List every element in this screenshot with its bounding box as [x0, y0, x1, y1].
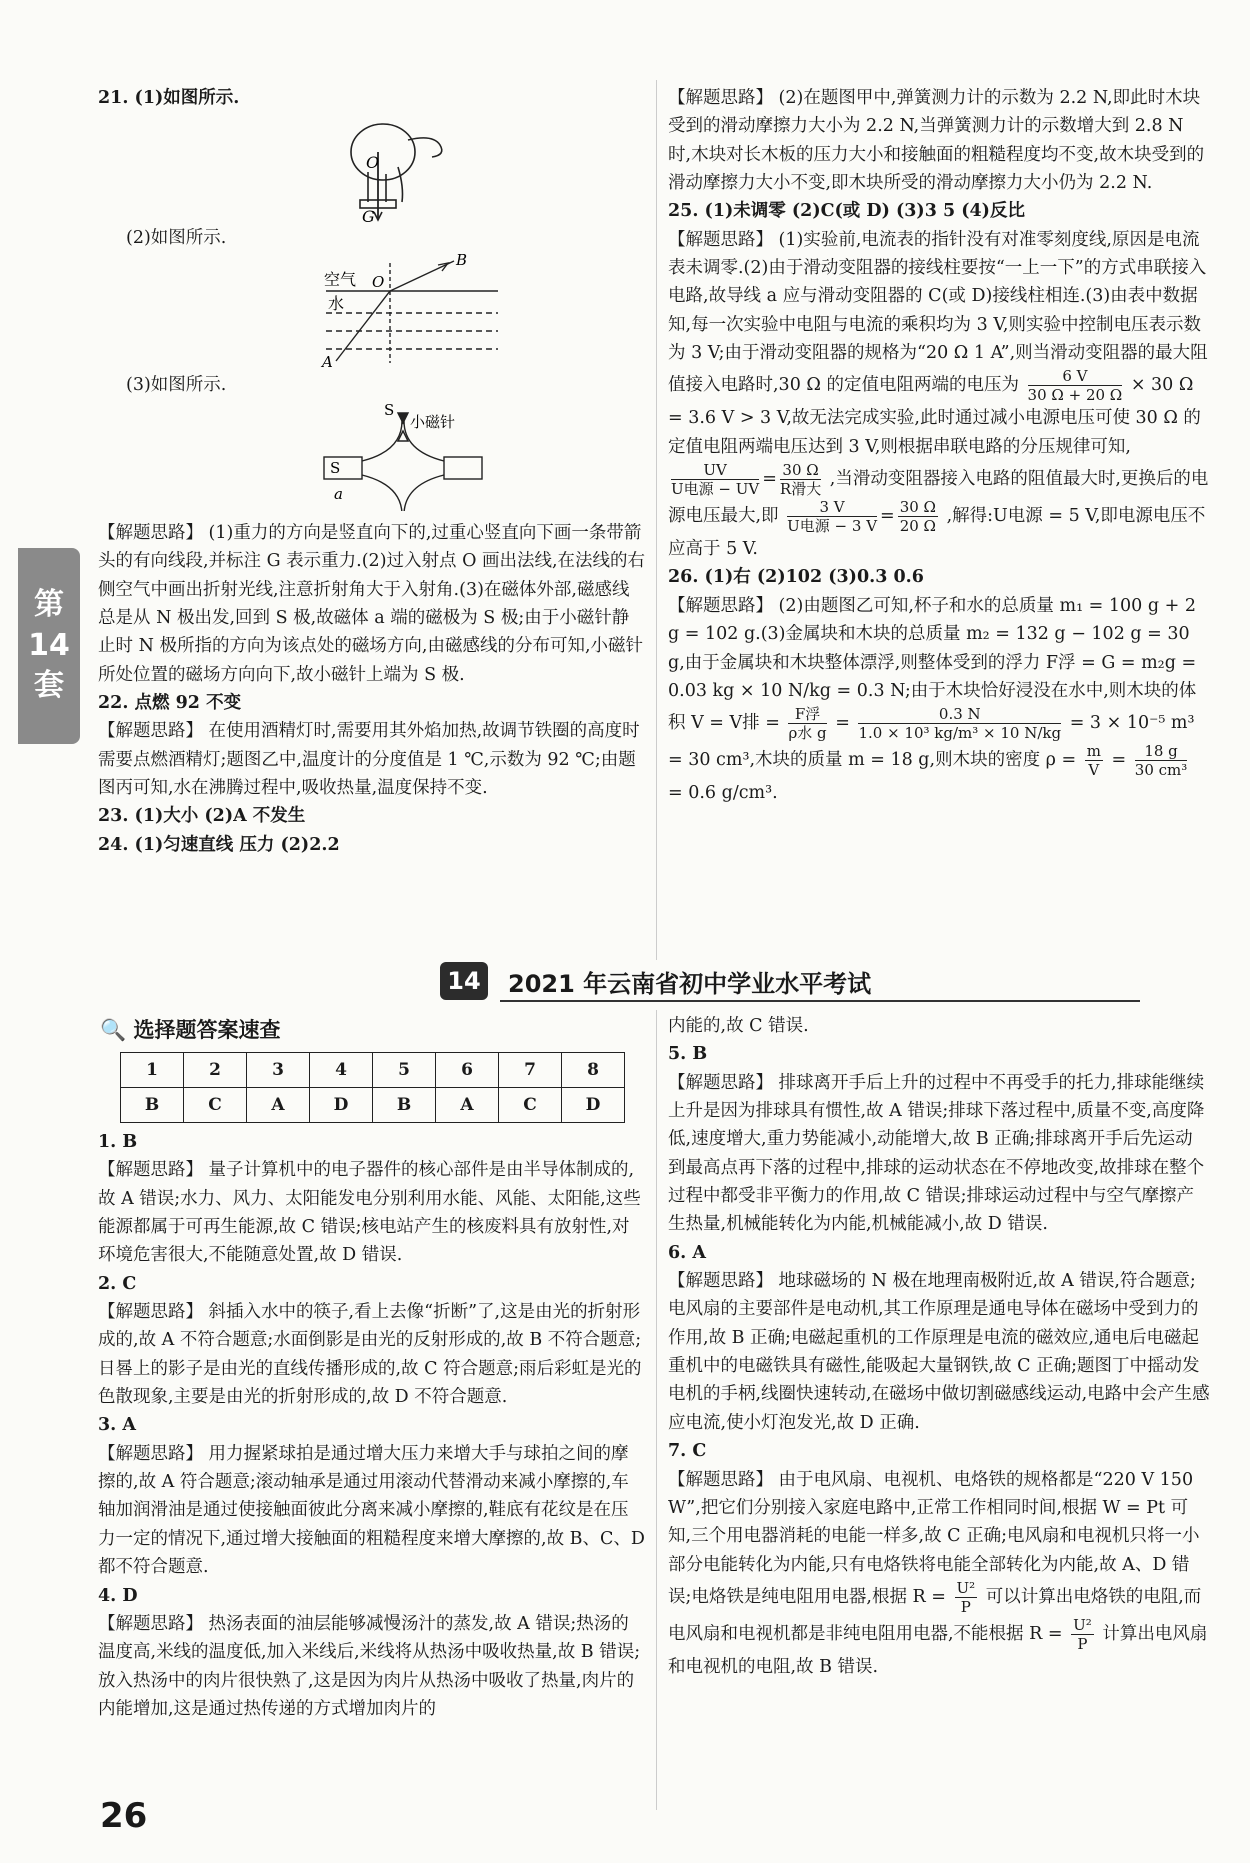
right-column-bottom: [668, 1012, 1210, 1681]
q25-frac3: [780, 461, 821, 498]
fig2-water-label: 水: [328, 293, 345, 313]
q25-answer: 25. (1)未调零 (2)C(或 D) (3)3 5 (4)反比: [668, 201, 1025, 222]
q3-think: 【解题思路】 用力握紧球拍是通过增大压力来增大手与球拍之间的摩擦的,故 A 符合题意;滚动轴承是通过用滚动代替滑动来减小摩擦的,车轴加润滑油是通过使接触面彼此分离来减小摩擦的,鞋底有花纹是在压力一定的情况下,通过增大接触面的粗糙程度来增大摩擦的,故 B、C、D 都不符合题意.: [98, 1443, 645, 1578]
q2-answer: 2. C: [98, 1273, 137, 1294]
answer-val-7: C: [499, 1088, 562, 1123]
fig2-b-label: B: [456, 252, 468, 269]
q25-frac5-den: 20 Ω: [899, 517, 936, 536]
q25-frac1-den: 30 Ω + 20 Ω: [1027, 386, 1123, 405]
quick-check-title: [100, 1014, 280, 1044]
answer-num-2: 2: [184, 1053, 247, 1088]
q25-frac2-den: U电源 − UV: [671, 480, 760, 499]
q7-frac1-num: U²: [956, 1578, 976, 1597]
banner-title: 2021 年云南省初中学业水平考试: [508, 970, 872, 998]
q26-frac3: [1085, 742, 1103, 779]
q25-frac1: [1028, 367, 1123, 404]
q25-frac5-num: 30 Ω: [899, 498, 936, 517]
q26-think-c: = 0.6 g/cm³.: [668, 783, 778, 804]
q25-frac4: [787, 498, 877, 535]
answer-table-answers-row: [121, 1088, 625, 1123]
answer-num-8: 8: [562, 1053, 625, 1088]
q25-frac2-num: UV: [671, 461, 759, 480]
quick-check-label: 选择题答案速查: [133, 1018, 281, 1042]
q21-part1: 21. (1)如图所示.: [98, 88, 240, 108]
q21-think: 【解题思路】 (1)重力的方向是竖直向下的,过重心竖直向下画一条带箭头的有向线段,并标注 G 表示重力.(2)过入射点 O 画出法线,在法线的右侧空气中画出折射光线,注意折射角大于入射角.(3)在磁体外部,磁感线总是从 N 极出发,回到 S 极,故磁体 a 端的磁极为 S 极;由于小磁针静止时 N 极所指的方向为该点处的磁场方向,由磁感线的分布可知,小磁针所处位置的磁场方向向下,故小磁针上端为 S 极.: [98, 523, 646, 685]
q25-frac3-den: R滑大: [779, 480, 822, 499]
q26-think: [668, 592, 1210, 808]
left-column-bottom: [98, 1128, 646, 1723]
q4-answer: 4. D: [98, 1585, 138, 1606]
refraction-figure: [98, 253, 646, 371]
q26-frac2: [858, 705, 1061, 742]
q7-frac1: [955, 1579, 978, 1616]
q7-answer: 7. C: [668, 1441, 707, 1462]
answer-num-4: 4: [310, 1053, 373, 1088]
q24-think: 【解题思路】 (2)在题图甲中,弹簧测力计的示数为 2.2 N,即此时木块受到的滑动摩擦力大小为 2.2 N,当弹簧测力计的示数增大到 2.8 N 时,木块对长木板的压力大小和接触面的粗糙程度均不变,故木块受到的滑动摩擦力大小不变,即木块所受的滑动摩擦力大小仍为 2.2 N.: [668, 88, 1205, 194]
q7-think-c: 计算出电风扇和电视机的电阻,故 B 错误.: [668, 1623, 1208, 1677]
section-banner: [440, 962, 1200, 1004]
answer-table: [120, 1052, 625, 1123]
column-divider-top: [656, 80, 657, 960]
q7-think-b: 可以计算出电烙铁的电阻,而电风扇和电视机都是非纯电阻用电器,不能根据 R =: [668, 1586, 1202, 1644]
q26-frac1: [788, 705, 826, 742]
q25-think: 【解题思路】 (1)实验前,电流表的指针没有对准零刻度线,原因是电流表未调零.(2)由于滑动变阻器的接线柱要按“一上一下”的方式串联接入电路,故导线 a 应与滑动变阻器的 C(或 D)接线柱相连.(3)由表中数据知,每一次实验中电阻与电流的乘积均为 3 V,则实验中控制电压表示数为 3 V;由于滑动变阻器的规格为“20 Ω 1 A”,则当滑动变阻器的最大阻值接入电路时,30 Ω 的定值电阻两端的电压为 $\frac{6 V}{30 \Omega + 20 \Omega}$ × 30 Ω = 3.6 V > 3 V,故无法完成实验,此时通过减小电源电压可使 30 Ω 的定值电阻两端电压达到 3 V,则根据串联电路的分压规律可知, $\frac{UV}{\text{U电源 − UV}}$ = $\frac{30 \Omega}{\text{R滑大}}$ ,当滑动变阻器接入电路的阻值最大时,更换后的电源电压最大,即 $\frac{3 V}{\text{U电源 − 3 V}}$ = $\frac{30 \Omega}{20 \Omega}$ ,解得:U电源 = 5 V,即电源电压不应高于 5 V.: [668, 229, 1209, 560]
elephant-gravity-figure: [98, 112, 646, 224]
q26-think-a: 【解题思路】 (2)由题图乙可知,杯子和水的总质量 m₁ = 100 g + 2 g = 102 g.(3)金属块和木块的总质量 m₂ = 132 g − 102 g = 30 g,由于金属块和木块整体漂浮,则整体受到的浮力 F浮 = G = m₂g = 0.03 kg × 10 N/kg = 0.3 N;由于木块恰好浸没在水中,则木块的体积 V = V排 =: [668, 595, 1197, 734]
magnifier-icon: 🔍: [100, 1018, 127, 1042]
answer-num-5: 5: [373, 1053, 436, 1088]
right-column-top: [668, 84, 1210, 808]
q26-eq2: =: [1111, 750, 1127, 771]
answer-val-3: A: [247, 1088, 310, 1123]
q25-frac3-num: 30 Ω: [780, 461, 821, 480]
q26-frac2-den: 1.0 × 10³ kg/m³ × 10 N/kg: [858, 724, 1062, 743]
left-column-top: [98, 84, 646, 859]
banner-underline: [500, 1000, 1140, 1002]
q26-answer: 26. (1)右 (2)102 (3)0.3 0.6: [668, 567, 924, 588]
fig3-s-top-label: S: [384, 401, 395, 420]
q6-answer: 6. A: [668, 1242, 706, 1263]
q26-frac2-num: 0.3 N: [858, 705, 1061, 724]
q25-frac2: [671, 461, 759, 498]
q25-frac4-num: 3 V: [787, 498, 877, 517]
column-divider-bottom: [656, 1010, 657, 1810]
q26-frac3-den: V: [1088, 761, 1100, 780]
banner-number: 14: [440, 962, 488, 1000]
q2-think: 【解题思路】 斜插入水中的筷子,看上去像“折断”了,这是由光的折射形成的,故 A 不符合题意;水面倒影是由光的反射形成的,故 B 不符合题意;日晷上的影子是由光的直线传播形成的,故 C 符合题意;雨后彩虹是光的色散现象,主要是由光的折射形成的,故 D 不符合题意.: [98, 1302, 642, 1408]
side-tab-char-2: 14: [28, 627, 70, 663]
q7-frac2-den: P: [1077, 1634, 1088, 1653]
answer-val-4: D: [310, 1088, 373, 1123]
q25-think-b: × 30 Ω = 3.6 V > 3 V,故无法完成实验,此时通过减小电源电压可使 30 Ω 的定值电阻两端电压达到 3 V,则根据串联电路的分压规律可知,: [668, 375, 1201, 457]
q5-answer: 5. B: [668, 1044, 708, 1065]
q23-answer: 23. (1)大小 (2)A 不发生: [98, 806, 306, 827]
figure-refraction: [98, 253, 646, 371]
answer-num-1: 1: [121, 1053, 184, 1088]
q25-frac1-num: 6 V: [1028, 367, 1123, 386]
q5-think: 【解题思路】 排球离开手后上升的过程中不再受手的托力,排球能继续上升是因为排球具有惯性,故 A 错误;排球下落过程中,质量不变,高度降低,速度增大,重力势能减小,动能增大,故 B 正确;排球离开手后先运动到最高点再下落的过程中,排球的运动状态在不停地改变,故排球在整个过程中都受非平衡力的作用,故 C 错误;排球运动过程中与空气摩擦产生热量,机械能转化为内能,机械能减小,故 D 错误.: [668, 1072, 1205, 1235]
q7-frac2: [1071, 1616, 1094, 1653]
q26-think-b: = 3 × 10⁻⁵ m³ = 30 cm³,木块的质量 m = 18 g,则木块的密度 ρ =: [668, 713, 1195, 771]
q7-think-a: 【解题思路】 由于电风扇、电视机、电烙铁的规格都是“220 V 150 W”,把它们分别接入家庭电路中,正常工作相同时间,根据 W = Pt 可知,三个用电器消耗的电能一样多,故 C 正确;电风扇和电视机只将一小部分电能转化为内能,只有电烙铁将电能全部转化为内能,故 A、D 错误;电烙铁是纯电阻用电器,根据 R =: [668, 1469, 1200, 1607]
q26-frac1-num: F浮: [788, 705, 826, 724]
q26-eq: =: [835, 713, 850, 734]
q1-think: 【解题思路】 量子计算机中的电子器件的核心部件是由半导体制成的,故 A 错误;水力、风力、太阳能发电分别利用水能、风能、太阳能,这些能源都属于可再生能源,故 C 错误;核电站产生的核废料具有放射性,对环境危害很大,不能随意处置,故 D 错误.: [98, 1160, 641, 1266]
q4-continued: 内能的,故 C 错误.: [668, 1016, 809, 1036]
q25-think-d: ,解得:U电源 = 5 V,即电源电压不应高于 5 V.: [668, 506, 1206, 560]
answer-val-5: B: [373, 1088, 436, 1123]
q22-think: 【解题思路】 在使用酒精灯时,需要用其外焰加热,故调节铁圈的高度时需要点燃酒精灯;题图乙中,温度计的分度值是 1 ℃,示数为 92 ℃;由题图丙可知,水在沸腾过程中,吸收热量,温度保持不变.: [98, 721, 640, 799]
fig2-o-label: O: [372, 272, 385, 291]
figure-magnet: [98, 399, 646, 511]
q26-frac4-den: 30 cm³: [1134, 761, 1188, 780]
q6-think: 【解题思路】 地球磁场的 N 极在地理南极附近,故 A 错误,符合题意;电风扇的主要部件是电动机,其工作原理是通电导体在磁场中受到力的作用,故 B 正确;电磁起重机的工作原理是电流的磁效应,通电后电磁起重机中的电磁铁具有磁性,能吸起大量钢铁,故 C 正确;题图丁中摇动发电机的手柄,线圈快速转动,在磁场中做切割磁感线运动,电路中会产生感应电流,使小灯泡发光,故 D 正确.: [668, 1271, 1210, 1433]
q26-frac4-num: 18 g: [1135, 742, 1188, 761]
answer-num-6: 6: [436, 1053, 499, 1088]
answer-val-6: A: [436, 1088, 499, 1123]
q1-answer: 1. B: [98, 1132, 138, 1152]
q4-think: 【解题思路】 热汤表面的油层能够减慢汤汁的蒸发,故 A 错误;热汤的温度高,米线的温度低,加入米线后,米线将从热汤中吸收热量,故 B 错误;放入热汤中的肉片很快熟了,这是因为肉片从热汤中吸收了热量,肉片的内能增加,这是通过热传递的方式增加肉片的: [98, 1613, 641, 1719]
q26-frac1-den: ρ水 g: [788, 724, 827, 743]
fig3-a-label: a: [334, 485, 343, 504]
fig1-o-label: O: [366, 153, 380, 173]
q26-frac3-num: m: [1086, 742, 1101, 761]
page-number: 26: [100, 1796, 148, 1836]
answer-val-8: D: [562, 1088, 625, 1123]
side-tab: [18, 548, 80, 744]
q7-think: [668, 1466, 1210, 1682]
fig3-needle-label: 小磁针: [410, 413, 456, 432]
q25-think-c: ,当滑动变阻器接入电路的阻值最大时,更换后的电源电压最大,即: [668, 469, 1209, 527]
q24-answer: 24. (1)匀速直线 压力 (2)2.2: [98, 834, 340, 855]
q7-frac2-num: U²: [1073, 1615, 1092, 1634]
fig1-g-label: G: [362, 207, 375, 225]
q22-answer: 22. 点燃 92 不变: [98, 693, 242, 714]
q25-frac5: [898, 498, 938, 535]
q7-frac1-den: P: [960, 1597, 971, 1616]
q26-frac4: [1135, 742, 1188, 779]
answer-val-2: C: [184, 1088, 247, 1123]
figure-elephant: [98, 112, 646, 224]
answer-num-7: 7: [499, 1053, 562, 1088]
q3-answer: 3. A: [98, 1415, 136, 1436]
side-tab-char-3: 套: [34, 668, 64, 704]
fig3-s-left-label: S: [330, 459, 341, 478]
answer-val-1: B: [121, 1088, 184, 1123]
q21-part3: (3)如图所示.: [126, 374, 227, 395]
q25-think-a: 【解题思路】 (1)实验前,电流表的指针没有对准零刻度线,原因是电流表未调零.(2)由于滑动变阻器的接线柱要按“一上一下”的方式串联接入电路,故导线 a 应与滑动变阻器的 C(或 D)接线柱相连.(3)由表中数据知,每一次实验中电阻与电流的乘积均为 3 V,则实验中控制电压表示数为 3 V;由于滑动变阻器的规格为“20 Ω 1 A”,则当滑动变阻器的最大阻值接入电路时,30 Ω 的定值电阻两端的电压为: [668, 229, 1208, 396]
q25-frac4-den: U电源 − 3 V: [787, 517, 878, 536]
magnet-field-figure: [98, 399, 646, 511]
fig2-a-label: A: [322, 352, 333, 371]
fig2-air-label: 空气: [324, 269, 357, 289]
q21-part2: (2)如图所示.: [126, 228, 227, 249]
answer-table-numbers-row: [121, 1053, 625, 1088]
side-tab-char-1: 第: [34, 587, 64, 623]
answer-num-3: 3: [247, 1053, 310, 1088]
